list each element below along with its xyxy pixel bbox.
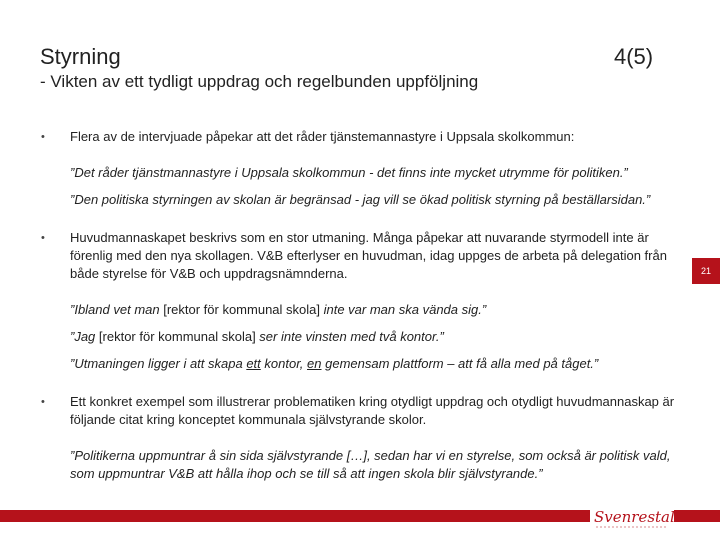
bullet-text: Ett konkret exempel som illustrerar problematiken kring otydligt uppdrag och otydligt huvudmannaskap är följande citat kring konceptet kommunala självstyrande skolor. <box>70 394 675 427</box>
quote-underlined: ett <box>246 356 261 371</box>
quote <box>40 328 680 346</box>
quote <box>40 355 680 373</box>
quote-insert: [rektor för kommunal skola] <box>98 329 256 344</box>
quote-part: inte var man ska vända sig.” <box>320 302 487 317</box>
svenrestal-logo-icon <box>590 498 674 536</box>
bullet-item <box>40 393 680 429</box>
quote-part: ”Utmaningen ligger i att skapa <box>70 356 247 371</box>
quote-part: ”Jag <box>70 329 99 344</box>
quote-part: ”Ibland vet man <box>70 302 164 317</box>
svg-text:Svenrestal: Svenrestal <box>594 508 674 526</box>
bullet-dot: • <box>41 131 45 143</box>
page-number-badge: 21 <box>692 258 720 284</box>
bullet-item <box>40 128 680 146</box>
slide-title: Styrning <box>40 44 121 69</box>
quote: ”Politikerna uppmuntrar å sin sida självstyrande […], sedan har vi en styrelse, som också är politisk vald, som uppmuntrar V&B att hålla ihop och se till så att ingen skola blir självstyrande.” <box>70 448 671 481</box>
bullet-text: Flera av de intervjuade påpekar att det råder tjänstemannastyre i Uppsala skolkommun: <box>70 129 575 144</box>
slide-subtitle: - Vikten av ett tydligt uppdrag och regelbunden uppföljning <box>40 72 479 91</box>
quote-insert: [rektor för kommunal skola] <box>163 302 320 317</box>
bullet-text: Huvudmannaskapet beskrivs som en stor utmaning. Många påpekar att nuvarande styrmodell inte är förenlig med den nya skollagen. V&B efterlyser en huvudman, idag uppges de arbeta på delegation från både styrelse för V&B och uppdragsnämnderna. <box>70 230 667 281</box>
slide-content <box>40 128 680 483</box>
quote-part: ser inte vinsten med två kontor.” <box>255 329 444 344</box>
page-count: 4(5) <box>614 44 654 69</box>
quote-part: kontor, <box>260 356 308 371</box>
bullet-dot: • <box>41 232 45 244</box>
bullet-dot: • <box>41 396 45 408</box>
quote-underlined: en <box>307 356 322 371</box>
quote-part: gemensam plattform – att få alla med på tåget.” <box>321 356 599 371</box>
bullet-item <box>40 229 680 283</box>
quote: ”Den politiska styrningen av skolan är begränsad - jag vill se ökad politisk styrning på beställarsidan.” <box>70 192 651 207</box>
quote: ”Det råder tjänstmannastyre i Uppsala skolkommun - det finns inte mycket utrymme för politiken.” <box>70 165 628 180</box>
quote <box>40 301 680 319</box>
